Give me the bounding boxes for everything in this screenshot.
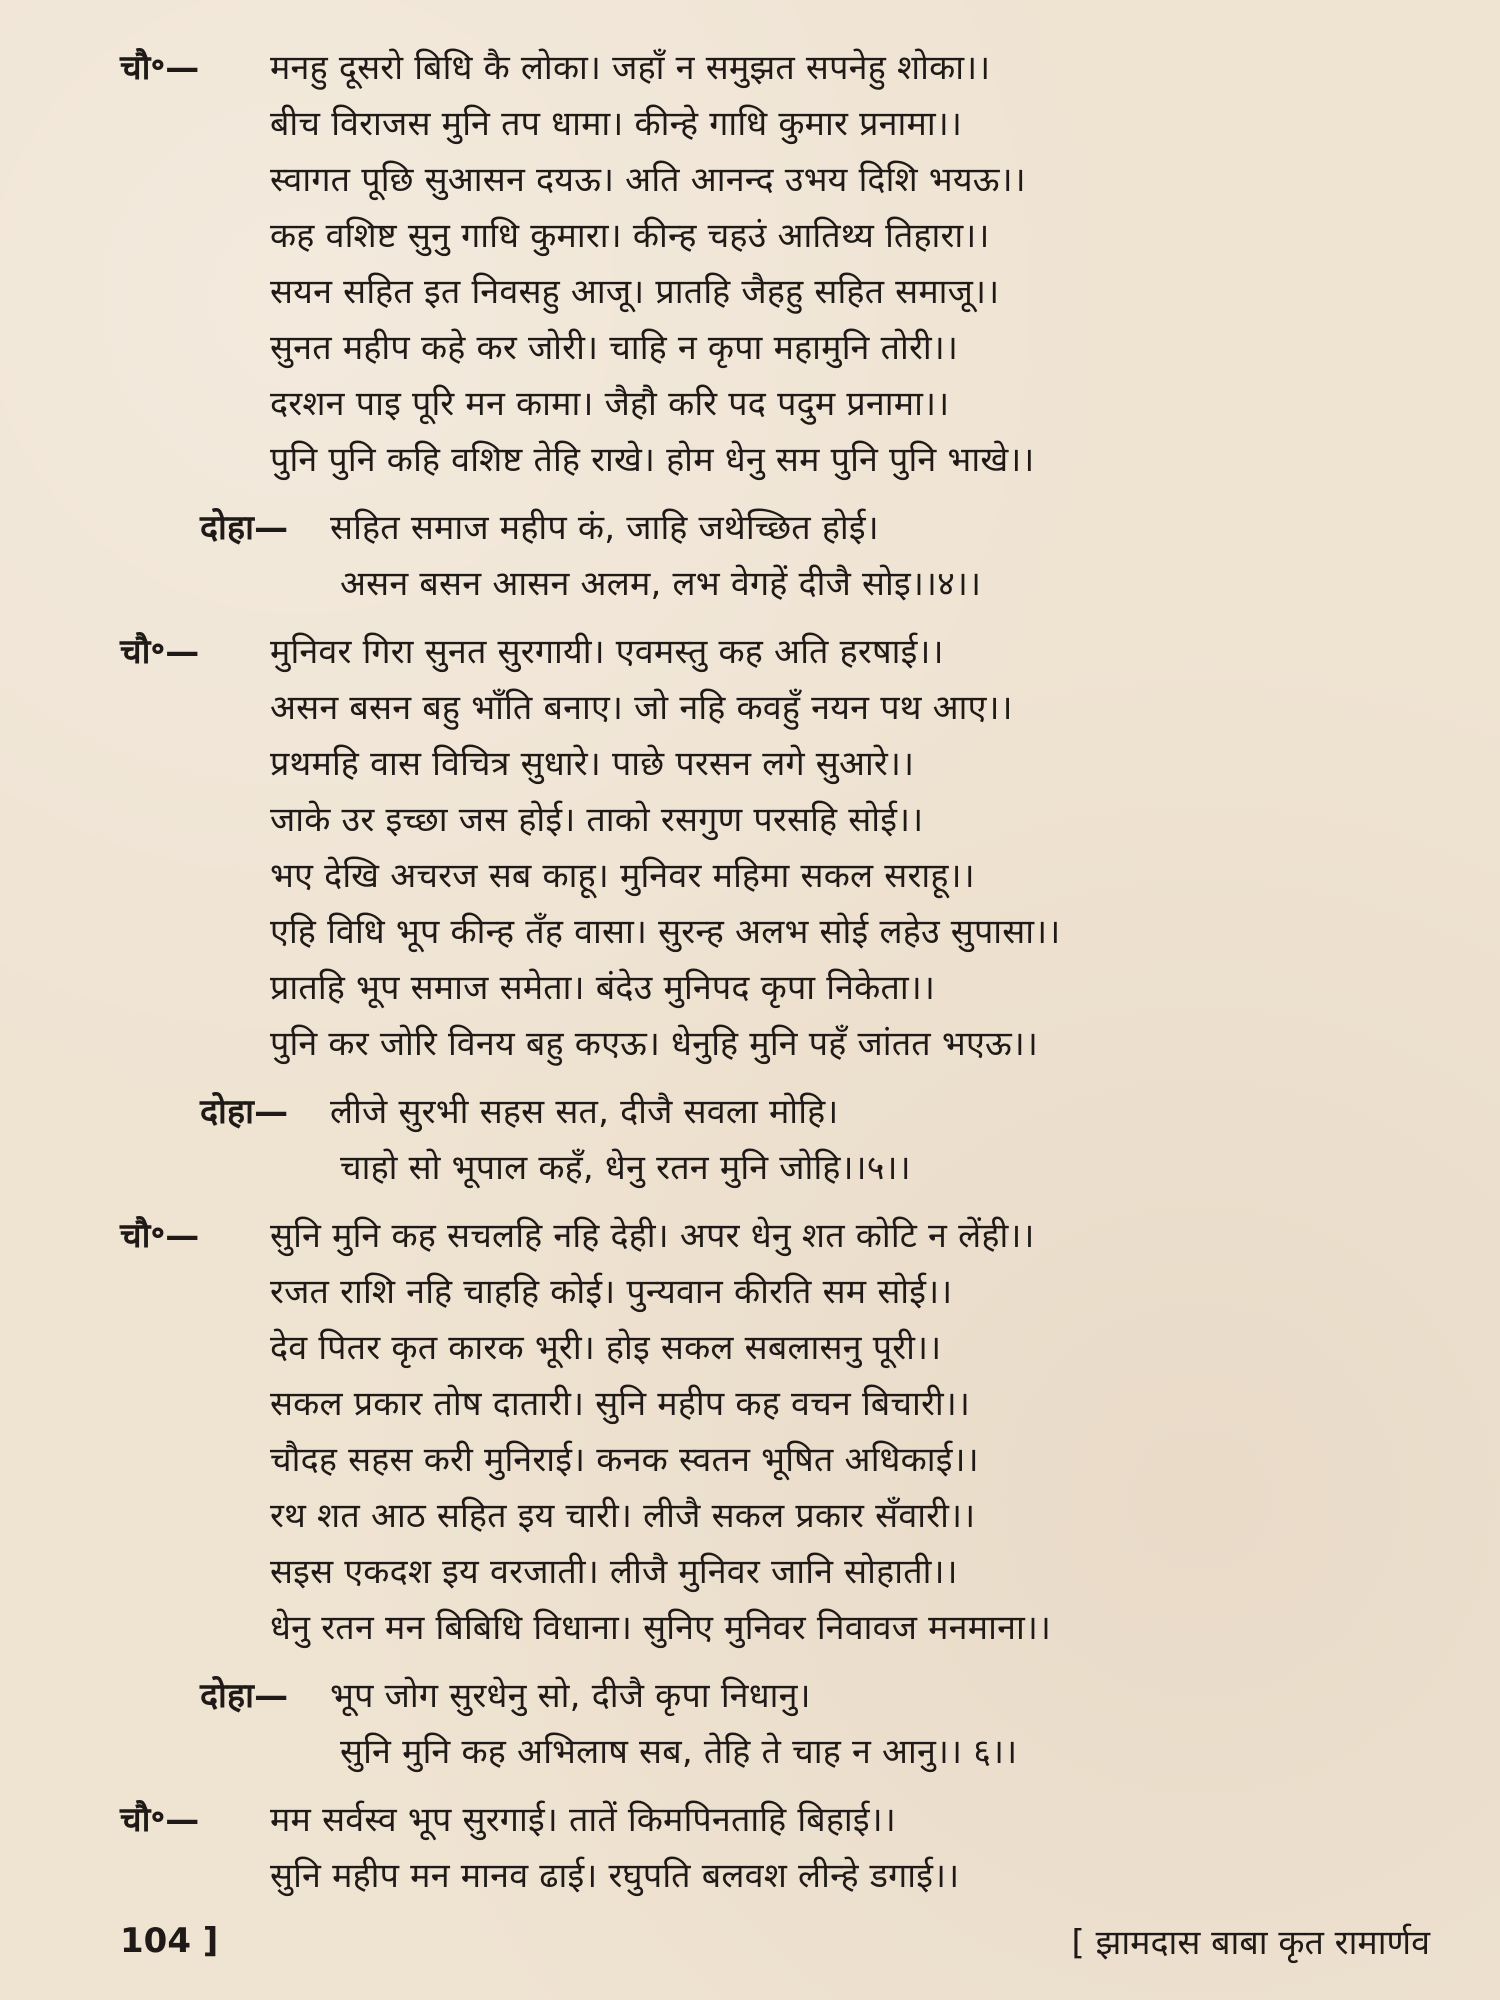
chaupai-line	[120, 1208, 1430, 1264]
doha-line	[120, 500, 1430, 556]
chaupai-line	[120, 624, 1430, 680]
doha-text: भूप जोग सुरधेनु सो, दीजै कृपा निधानु।	[330, 1676, 811, 1716]
chaupai-line	[120, 376, 1430, 432]
chaupai-text: सुनि महीप मन मानव ढाई। रघुपति बलवश लीन्हे डगाई।।	[270, 1856, 960, 1896]
chaupai-text: सुनि मुनि कह सचलहि नहि देही। अपर धेनु शत कोटि न लेंही।।	[270, 1216, 1035, 1256]
chaupai-line	[120, 432, 1430, 488]
chaupai-line	[120, 792, 1430, 848]
chaupai-text: देव पितर कृत कारक भूरी। होइ सकल सबलासनु पूरी।।	[270, 1328, 942, 1368]
chaupai-text: मुनिवर गिरा सुनत सुरगायी। एवमस्तु कह अति हरषाई।।	[270, 632, 944, 672]
chaupai-text: पुनि कर जोरि विनय बहु कएऊ। धेनुहि मुनि पहँ जांतत भएऊ।।	[270, 1024, 1039, 1064]
chaupai-block-3	[120, 1208, 1430, 1656]
chaupai-line	[120, 680, 1430, 736]
doha-text: सुनि मुनि कह अभिलाष सब, तेहि ते चाह न आनु।। ६।।	[340, 1732, 1018, 1772]
doha-text: असन बसन आसन अलम, लभ वेगहें दीजै सोइ।।४।।	[340, 564, 982, 604]
chaupai-text: चौदह सहस करी मुनिराई। कनक स्वतन भूषित अधिकाई।।	[270, 1440, 979, 1480]
doha-line	[120, 1668, 1430, 1724]
chaupai-text: भए देखि अचरज सब काहू। मुनिवर महिमा सकल सराहू।।	[270, 856, 975, 896]
doha-line	[120, 1084, 1430, 1140]
doha-block-1	[120, 500, 1430, 612]
doha-label: दोहा—	[200, 1676, 289, 1716]
doha-block-3	[120, 1668, 1430, 1780]
chaupai-line	[120, 1376, 1430, 1432]
chaupai-line	[120, 960, 1430, 1016]
chaupai-line	[120, 320, 1430, 376]
chaupai-line	[120, 264, 1430, 320]
chaupai-line	[120, 1264, 1430, 1320]
chaupai-text: प्रातहि भूप समाज समेता। बंदेउ मुनिपद कृपा निकेता।।	[270, 968, 936, 1008]
chaupai-text: मम सर्वस्व भूप सुरगाई। तातें किमपिनताहि बिहाई।।	[270, 1800, 896, 1840]
chaupai-block-1	[120, 40, 1430, 488]
chaupai-text: सुनत महीप कहे कर जोरी। चाहि न कृपा महामुनि तोरी।।	[270, 328, 959, 368]
chaupai-text: सकल प्रकार तोष दातारी। सुनि महीप कह वचन बिचारी।।	[270, 1384, 971, 1424]
page-footer	[120, 1918, 1430, 1964]
doha-label: दोहा—	[200, 508, 289, 548]
doha-line	[120, 556, 1430, 612]
chaupai-text: जाके उर इच्छा जस होई। ताको रसगुण परसहि सोई।।	[270, 800, 924, 840]
page-number: 104 ]	[120, 1921, 219, 1961]
chaupai-line	[120, 904, 1430, 960]
chaupai-line	[120, 96, 1430, 152]
chaupai-line	[120, 40, 1430, 96]
book-title: [ झामदास बाबा कृत रामार्णव	[1071, 1923, 1430, 1963]
chaupai-line	[120, 1600, 1430, 1656]
chaupai-text: सयन सहित इत निवसहु आजू। प्रातहि जैहहु सहित समाजू।।	[270, 272, 1000, 312]
chaupai-line	[120, 1320, 1430, 1376]
chaupai-line	[120, 1792, 1430, 1848]
chaupai-text: असन बसन बहु भाँति बनाए। जो नहि कवहुँ नयन पथ आए।।	[270, 688, 1013, 728]
doha-line	[120, 1724, 1430, 1780]
chaupai-line	[120, 848, 1430, 904]
chaupai-text: कह वशिष्ट सुनु गाधि कुमारा। कीन्ह चहउं आतिथ्य तिहारा।।	[270, 216, 990, 256]
chaupai-label: चौ॰—	[120, 632, 200, 672]
chaupai-line	[120, 1016, 1430, 1072]
chaupai-text: स्वागत पूछि सुआसन दयऊ। अति आनन्द उभय दिशि भयऊ।।	[270, 160, 1026, 200]
chaupai-label: चौ॰—	[120, 1216, 200, 1256]
chaupai-text: दरशन पाइ पूरि मन कामा। जैहौ करि पद पदुम प्रनामा।।	[270, 384, 950, 424]
chaupai-text: रजत राशि नहि चाहहि कोई। पुन्यवान कीरति सम सोई।।	[270, 1272, 953, 1312]
chaupai-text: एहि विधि भूप कीन्ह तँह वासा। सुरन्ह अलभ सोई लहेउ सुपासा।।	[270, 912, 1061, 952]
chaupai-text: पुनि पुनि कहि वशिष्ट तेहि राखे। होम धेनु सम पुनि पुनि भाखे।।	[270, 440, 1035, 480]
chaupai-label: चौ॰—	[120, 1800, 200, 1840]
chaupai-line	[120, 736, 1430, 792]
chaupai-text: सइस एकदश इय वरजाती। लीजै मुनिवर जानि सोहाती।।	[270, 1552, 958, 1592]
chaupai-line	[120, 1848, 1430, 1904]
chaupai-line	[120, 208, 1430, 264]
doha-line	[120, 1140, 1430, 1196]
chaupai-text: बीच विराजस मुनि तप धामा। कीन्हे गाधि कुमार प्रनामा।।	[270, 104, 963, 144]
chaupai-line	[120, 1544, 1430, 1600]
doha-text: सहित समाज महीप कं, जाहि जथेच्छित होई।	[330, 508, 879, 548]
doha-label: दोहा—	[200, 1092, 289, 1132]
chaupai-text: प्रथमहि वास विचित्र सुधारे। पाछे परसन लगे सुआरे।।	[270, 744, 915, 784]
chaupai-line	[120, 1488, 1430, 1544]
doha-text: लीजे सुरभी सहस सत, दीजै सवला मोहि।	[330, 1092, 839, 1132]
chaupai-label: चौ॰—	[120, 48, 200, 88]
chaupai-block-4	[120, 1792, 1430, 1904]
doha-block-2	[120, 1084, 1430, 1196]
chaupai-text: धेनु रतन मन बिबिधि विधाना। सुनिए मुनिवर निवावज मनमाना।।	[270, 1608, 1052, 1648]
chaupai-block-2	[120, 624, 1430, 1072]
chaupai-text: रथ शत आठ सहित इय चारी। लीजै सकल प्रकार सँवारी।।	[270, 1496, 976, 1536]
chaupai-line	[120, 152, 1430, 208]
chaupai-line	[120, 1432, 1430, 1488]
chaupai-text: मनहु दूसरो बिधि कै लोका। जहाँ न समुझत सपनेहु शोका।।	[270, 48, 991, 88]
doha-text: चाहो सो भूपाल कहँ, धेनु रतन मुनि जोहि।।५।।	[340, 1148, 911, 1188]
